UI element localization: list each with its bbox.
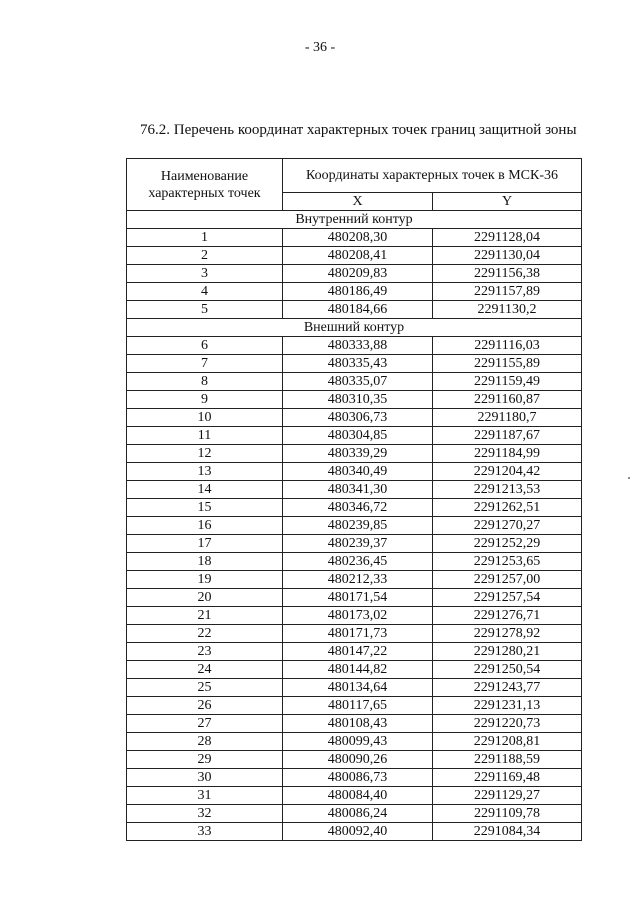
table-row <box>127 463 582 481</box>
coord-x: 480092,40 <box>283 823 433 841</box>
coord-x: 480333,88 <box>283 337 433 355</box>
point-number: 22 <box>127 625 283 643</box>
table-row <box>127 481 582 499</box>
table-row <box>127 427 582 445</box>
coord-x: 480134,64 <box>283 679 433 697</box>
coord-y: 2291169,48 <box>433 769 582 787</box>
table-row <box>127 805 582 823</box>
page-number: - 36 - <box>304 40 336 55</box>
coord-y: 2291116,03 <box>433 337 582 355</box>
point-number: 20 <box>127 589 283 607</box>
table-row <box>127 499 582 517</box>
table-row <box>127 679 582 697</box>
coord-y: 2291257,54 <box>433 589 582 607</box>
coord-x: 480239,85 <box>283 517 433 535</box>
table-row <box>127 589 582 607</box>
scan-speck <box>628 477 630 479</box>
coord-y: 2291280,21 <box>433 643 582 661</box>
coord-y: 2291128,04 <box>433 229 582 247</box>
table-row <box>127 553 582 571</box>
point-number: 33 <box>127 823 283 841</box>
table-row <box>127 751 582 769</box>
coord-y: 2291187,67 <box>433 427 582 445</box>
coord-x: 480306,73 <box>283 409 433 427</box>
table-row <box>127 697 582 715</box>
table-row <box>127 661 582 679</box>
coord-x: 480310,35 <box>283 391 433 409</box>
coord-y: 2291252,29 <box>433 535 582 553</box>
table-body <box>127 211 582 841</box>
section-row <box>127 319 582 337</box>
coord-x: 480147,22 <box>283 643 433 661</box>
table-row <box>127 769 582 787</box>
coord-x: 480171,54 <box>283 589 433 607</box>
point-number: 30 <box>127 769 283 787</box>
coordinates-table <box>126 158 582 841</box>
coord-x: 480086,73 <box>283 769 433 787</box>
point-number: 31 <box>127 787 283 805</box>
table-row <box>127 715 582 733</box>
coord-y: 2291278,92 <box>433 625 582 643</box>
coord-y: 2291184,99 <box>433 445 582 463</box>
coord-x: 480208,30 <box>283 229 433 247</box>
table-row <box>127 823 582 841</box>
coord-x: 480335,43 <box>283 355 433 373</box>
coord-y: 2291250,54 <box>433 661 582 679</box>
table-row <box>127 625 582 643</box>
point-number: 1 <box>127 229 283 247</box>
table-row <box>127 607 582 625</box>
coord-y: 2291208,81 <box>433 733 582 751</box>
point-number: 27 <box>127 715 283 733</box>
coord-y: 2291204,42 <box>433 463 582 481</box>
coord-y: 2291276,71 <box>433 607 582 625</box>
point-number: 29 <box>127 751 283 769</box>
point-number: 19 <box>127 571 283 589</box>
point-number: 17 <box>127 535 283 553</box>
point-number: 15 <box>127 499 283 517</box>
coord-x: 480084,40 <box>283 787 433 805</box>
coord-x: 480340,49 <box>283 463 433 481</box>
coord-x: 480239,37 <box>283 535 433 553</box>
point-number: 2 <box>127 247 283 265</box>
table-row <box>127 229 582 247</box>
point-number: 5 <box>127 301 283 319</box>
table-row <box>127 337 582 355</box>
coord-y: 2291220,73 <box>433 715 582 733</box>
coord-y: 2291213,53 <box>433 481 582 499</box>
coord-x: 480186,49 <box>283 283 433 301</box>
section-row <box>127 211 582 229</box>
table-row <box>127 787 582 805</box>
section-title: Внутренний контур <box>127 211 582 229</box>
point-number: 24 <box>127 661 283 679</box>
header-x: X <box>283 193 433 211</box>
point-number: 25 <box>127 679 283 697</box>
coord-x: 480209,83 <box>283 265 433 283</box>
point-number: 11 <box>127 427 283 445</box>
coord-x: 480171,73 <box>283 625 433 643</box>
coord-x: 480341,30 <box>283 481 433 499</box>
coord-y: 2291160,87 <box>433 391 582 409</box>
table-row <box>127 265 582 283</box>
point-number: 23 <box>127 643 283 661</box>
coord-y: 2291130,04 <box>433 247 582 265</box>
point-number: 32 <box>127 805 283 823</box>
table-row <box>127 391 582 409</box>
table-row <box>127 517 582 535</box>
coord-x: 480086,24 <box>283 805 433 823</box>
coord-x: 480304,85 <box>283 427 433 445</box>
table-row <box>127 301 582 319</box>
coord-x: 480173,02 <box>283 607 433 625</box>
point-number: 14 <box>127 481 283 499</box>
table-row <box>127 643 582 661</box>
coord-y: 2291109,78 <box>433 805 582 823</box>
point-number: 3 <box>127 265 283 283</box>
table-row <box>127 571 582 589</box>
point-number: 7 <box>127 355 283 373</box>
point-number: 8 <box>127 373 283 391</box>
coord-y: 2291270,27 <box>433 517 582 535</box>
point-number: 18 <box>127 553 283 571</box>
point-number: 16 <box>127 517 283 535</box>
table-row <box>127 355 582 373</box>
coord-y: 2291253,65 <box>433 553 582 571</box>
coord-y: 2291130,2 <box>433 301 582 319</box>
point-number: 4 <box>127 283 283 301</box>
point-number: 6 <box>127 337 283 355</box>
point-number: 10 <box>127 409 283 427</box>
coord-y: 2291257,00 <box>433 571 582 589</box>
table-row <box>127 445 582 463</box>
point-number: 12 <box>127 445 283 463</box>
table-row <box>127 733 582 751</box>
coord-x: 480339,29 <box>283 445 433 463</box>
coord-x: 480099,43 <box>283 733 433 751</box>
point-number: 28 <box>127 733 283 751</box>
point-number: 21 <box>127 607 283 625</box>
coord-x: 480208,41 <box>283 247 433 265</box>
coord-x: 480184,66 <box>283 301 433 319</box>
coord-y: 2291243,77 <box>433 679 582 697</box>
table-row <box>127 409 582 427</box>
point-number: 13 <box>127 463 283 481</box>
table-row <box>127 247 582 265</box>
coord-y: 2291129,27 <box>433 787 582 805</box>
coord-y: 2291084,34 <box>433 823 582 841</box>
coord-x: 480335,07 <box>283 373 433 391</box>
table-row <box>127 283 582 301</box>
coord-x: 480346,72 <box>283 499 433 517</box>
point-number: 9 <box>127 391 283 409</box>
section-title: Внешний контур <box>127 319 582 337</box>
coord-y: 2291157,89 <box>433 283 582 301</box>
header-y: Y <box>433 193 582 211</box>
coord-y: 2291188,59 <box>433 751 582 769</box>
coord-x: 480144,82 <box>283 661 433 679</box>
coord-y: 2291159,49 <box>433 373 582 391</box>
table-row <box>127 373 582 391</box>
coord-y: 2291231,13 <box>433 697 582 715</box>
coord-x: 480212,33 <box>283 571 433 589</box>
page-title: 76.2. Перечень координат характерных точек границ защитной зоны <box>140 122 577 138</box>
coord-x: 480108,43 <box>283 715 433 733</box>
coord-y: 2291262,51 <box>433 499 582 517</box>
coord-y: 2291155,89 <box>433 355 582 373</box>
coord-y: 2291180,7 <box>433 409 582 427</box>
table-header <box>127 159 582 211</box>
header-coordinates: Координаты характерных точек в МСК-36 <box>283 159 582 193</box>
header-point-name: Наименование характерных точек <box>127 159 283 211</box>
point-number: 26 <box>127 697 283 715</box>
coord-x: 480236,45 <box>283 553 433 571</box>
table-row <box>127 535 582 553</box>
coord-x: 480090,26 <box>283 751 433 769</box>
coord-x: 480117,65 <box>283 697 433 715</box>
coord-y: 2291156,38 <box>433 265 582 283</box>
